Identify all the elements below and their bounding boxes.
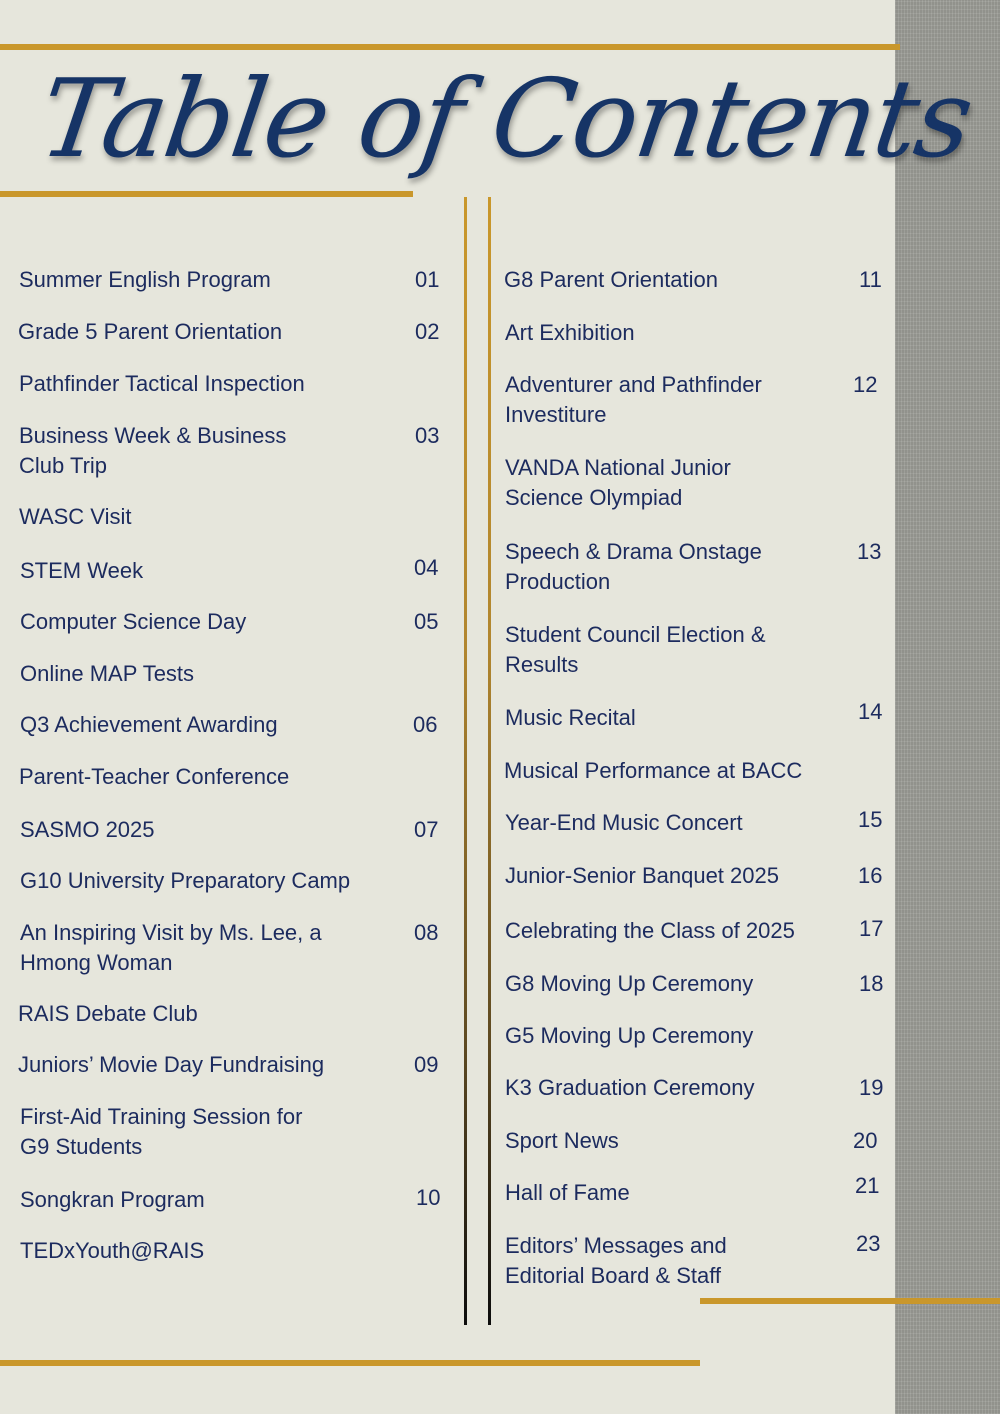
toc-entry-title: Songkran Program bbox=[20, 1187, 205, 1212]
toc-entry-title: Art Exhibition bbox=[505, 320, 635, 345]
toc-entry-page: 17 bbox=[859, 916, 884, 941]
toc-entry-page: 04 bbox=[414, 555, 439, 580]
right-bottom-gold-rule bbox=[700, 1298, 1000, 1304]
toc-entry-title: Music Recital bbox=[505, 705, 636, 730]
toc-entry-title: G5 Moving Up Ceremony bbox=[505, 1023, 754, 1048]
toc-entry-title: G10 University Preparatory Camp bbox=[20, 868, 351, 893]
toc-entry-title: RAIS Debate Club bbox=[18, 1001, 198, 1026]
toc-entry-page: 07 bbox=[414, 817, 439, 842]
toc-entry-page: 21 bbox=[855, 1173, 880, 1198]
toc-entry-page: 18 bbox=[859, 971, 884, 996]
toc-entry-title: Juniors’ Movie Day Fundraising bbox=[18, 1052, 325, 1077]
toc-entry-title: Speech & Drama Onstage Production bbox=[505, 539, 762, 594]
toc-entry-title: Grade 5 Parent Orientation bbox=[18, 319, 283, 344]
toc-entry-title: SASMO 2025 bbox=[20, 817, 155, 842]
toc-entry-page: 12 bbox=[853, 372, 878, 397]
toc-entry-title: Pathfinder Tactical Inspection bbox=[19, 371, 305, 396]
toc-entry-page: 13 bbox=[857, 539, 882, 564]
toc-entry-title: Adventurer and Pathfinder Investiture bbox=[505, 372, 762, 427]
toc-entry-page: 23 bbox=[856, 1231, 881, 1256]
toc-entry-title: An Inspiring Visit by Ms. Lee, a Hmong Woman bbox=[20, 920, 322, 975]
column-divider-left bbox=[464, 197, 467, 1325]
toc-entry-page: 03 bbox=[415, 423, 440, 448]
toc-entry-page: 19 bbox=[859, 1075, 884, 1100]
toc-entry-title: Parent-Teacher Conference bbox=[19, 764, 290, 789]
toc-entry-page: 09 bbox=[414, 1052, 439, 1077]
toc-entry-title: TEDxYouth@RAIS bbox=[20, 1238, 205, 1263]
toc-entry-title: Online MAP Tests bbox=[20, 661, 195, 686]
toc-entry-title: Sport News bbox=[505, 1128, 619, 1153]
toc-entry-title: Junior-Senior Banquet 2025 bbox=[505, 863, 779, 888]
toc-entry-page: 15 bbox=[858, 807, 883, 832]
toc-entry-title: Computer Science Day bbox=[20, 609, 247, 634]
toc-entry-title: Hall of Fame bbox=[505, 1180, 630, 1205]
toc-entry-title: First-Aid Training Session for G9 Students bbox=[20, 1104, 303, 1159]
toc-entry-page: 10 bbox=[416, 1185, 441, 1210]
toc-entry-title: Q3 Achievement Awarding bbox=[20, 712, 278, 737]
toc-entry-page: 16 bbox=[858, 863, 883, 888]
toc-entry-page: 20 bbox=[853, 1128, 878, 1153]
toc-entry-page: 06 bbox=[413, 712, 438, 737]
toc-entry-title: G8 Parent Orientation bbox=[504, 267, 719, 292]
toc-entry-page: 02 bbox=[415, 319, 440, 344]
page-title: Table of Contents bbox=[32, 57, 979, 182]
toc-entry-page: 01 bbox=[415, 267, 440, 292]
toc-entry-title: Editors’ Messages and Editorial Board & Staff bbox=[505, 1233, 727, 1288]
toc-entry-title: Summer English Program bbox=[19, 267, 271, 292]
toc-entry-title: Musical Performance at BACC bbox=[504, 758, 803, 783]
toc-entry-page: 05 bbox=[414, 609, 439, 634]
toc-entry-page: 08 bbox=[414, 920, 439, 945]
toc-entry-title: WASC Visit bbox=[19, 504, 132, 529]
toc-entry-title: VANDA National Junior Science Olympiad bbox=[505, 455, 731, 510]
toc-entry-title: G8 Moving Up Ceremony bbox=[505, 971, 754, 996]
bottom-gold-rule bbox=[0, 1360, 700, 1366]
toc-entry-title: Year-End Music Concert bbox=[505, 810, 743, 835]
toc-entry-title: Business Week & Business Club Trip bbox=[19, 423, 287, 478]
toc-entry-title: Celebrating the Class of 2025 bbox=[505, 918, 795, 943]
toc-entry-title: Student Council Election & Results bbox=[505, 622, 766, 677]
toc-entry-title: K3 Graduation Ceremony bbox=[505, 1075, 755, 1100]
toc-entry-title: STEM Week bbox=[20, 558, 144, 583]
toc-entry-page: 14 bbox=[858, 699, 883, 724]
column-divider-right bbox=[488, 197, 491, 1325]
toc-entry-page: 11 bbox=[859, 267, 882, 292]
